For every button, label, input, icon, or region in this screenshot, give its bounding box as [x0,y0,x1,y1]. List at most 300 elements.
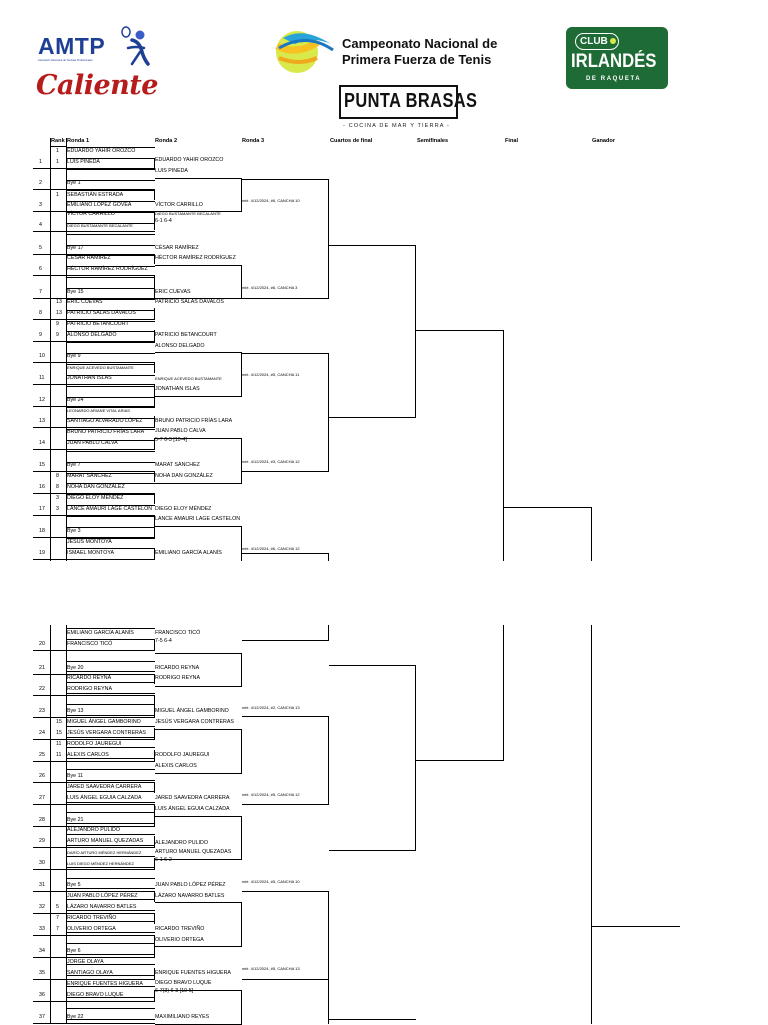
bracket-entry: Bye 7 [67,462,81,468]
bracket-entry: DARÍO ARTURO MÉNDEZ HERNÁNDEZ [67,850,142,855]
bracket-entry: 2 [39,180,42,186]
ronda-1-row [66,628,155,629]
bracket-entry: 4 [39,222,42,228]
bracket-entry: 22 [39,686,45,692]
ronda-3-line [242,979,329,980]
bracket-entry: 8 [56,473,59,479]
bracket-entry: HÉCTOR RAMÍREZ RODRÍGUEZ [155,255,236,261]
ronda-2-line [155,483,242,484]
bracket-entry: PATRICIO SALAS DÁVALOS [67,310,136,316]
ronda-1-row [66,386,155,387]
ronda-1-row [66,812,155,813]
bracket-entry: NOHA DAN GONZÁLEZ [155,473,213,479]
bracket-entry: EMILIANO GARCÍA ALANÍS [155,550,222,556]
ronda-2-line [155,773,242,774]
bracket-entry: MIGUEL ÁNGEL GAMBORINO [67,719,141,725]
ronda-1-row [66,780,155,781]
bracket-entry: JESÚS MONTOYA [67,539,112,545]
page-break [0,561,768,625]
ronda-3-connector [328,891,329,1024]
ronda-3-line [242,716,329,717]
bracket-entry: LEONARDO ARIANE VITAL ARIAS [67,408,130,413]
final-connector [591,507,592,561]
ronda-1-row [66,190,155,191]
ronda-2-connector [241,990,242,1024]
ronda-3-line [242,804,329,805]
punta-brasas-logo [336,85,478,135]
bracket-entry: 9 [39,332,42,338]
bracket-entry: mié. 4/12/2024, #6, CANCHA 3 [242,285,298,290]
bracket-entry: JONATHAN ISLAS [67,375,112,381]
semifinales-connector [503,625,504,760]
ronda-3-line [242,640,329,641]
bracket-entry: LUIS ÁNGEL EGUIA CALZADA [155,806,230,812]
ronda-1-row [66,867,155,868]
bracket-entry: ISMAEL MONTOYA [67,550,114,556]
ronda-1-row [66,559,155,560]
bracket-entry: ALEJANDRO PULIDO [67,827,120,833]
bracket-entry: 20 [39,641,45,647]
ronda-2-line [155,946,242,947]
ronda-2-connector [241,902,242,946]
bracket-entry: 31 [39,882,45,888]
bracket-entry: 12 [39,397,45,403]
bracket-entry: ALEJANDRO PULIDO [155,840,208,846]
bracket-entry: 1 [56,148,59,154]
bracket-entry: 6-1 6-4 [155,218,172,224]
final-line [503,507,592,508]
bracket-entry: 11 [56,752,62,758]
ronda-3-line [242,298,329,299]
ronda-3-connector [328,553,329,561]
ronda-2-line [155,816,242,817]
bracket-entry: 5 [39,245,42,251]
bracket-entry: Bye 1 [67,180,81,186]
bracket-entry: MARAT SÁNCHEZ [155,462,200,468]
bracket-entry: 32 [39,904,45,910]
bracket-entry: LUIS ÁNGEL EGUIA CALZADA [67,795,142,801]
bracket-entry: Bye 17 [67,245,84,251]
ronda-1-row [66,769,155,770]
bracket-entry: 6-7(3) 6-3 [10-5] [155,988,194,994]
bracket-entry: mié. 4/12/2024, #5, CANCHA 13 [242,966,300,971]
bracket-entry: PATRICIO BETANCOURT [155,332,217,338]
tennis-ball-logo [273,28,337,76]
bracket-entry: ENRIQUE ACEVEDO BUSTAMANTE [67,365,134,370]
ronda-1-connector [154,189,155,200]
ronda-2-line [155,902,242,903]
ronda-2-connector [241,265,242,298]
bracket-entry: LANCE AMAURI LAGE CASTELON [67,506,153,512]
ronda-2-line [155,178,242,179]
bracket-entry: 16 [39,484,45,490]
bracket-entry: LANCE AMAURI LAGE CASTELON [155,516,241,522]
ronda-1-row [66,845,155,846]
cuartos-line [329,850,416,851]
bracket-entry: ERIC CUEVAS [155,289,191,295]
bracket-entry: 19 [39,550,45,556]
bracket-entry: DIEGO BRAVO LUQUE [155,980,212,986]
bracket-entry: DIEGO BUSTAMANTE BECALANTE [67,223,133,228]
bracket-entry: ALEXIS CARLOS [67,752,109,758]
ronda-1-line [33,717,155,718]
ronda-1-row [66,726,155,727]
ronda-1-row [66,516,155,517]
col-header-ganador: Ganador [592,138,616,144]
bracket-entry: 34 [39,948,45,954]
ronda-1-line [33,275,155,276]
bracket-entry: Bye 22 [67,1014,84,1020]
bracket-entry: JESÚS VERGARA CONTRERAS [155,719,234,725]
bracket-entry: 36 [39,992,45,998]
bracket-entry: RODOLFO JAUREGUI [67,741,122,747]
bracket-entry: mié. 4/12/2024, #5, CANCHA 10 [242,879,300,884]
bracket-entry: JARED SAAVEDRA CARRERA [155,795,230,801]
bracket-entry: ALONSO DELGADO [67,332,117,338]
col-header-ronda-2: Ronda 2 [155,138,178,144]
ronda-1-row [66,682,155,683]
bracket-entry: 6-1 6-2 [155,857,172,863]
ronda-1-line [33,1001,155,1002]
bracket-entry: mié. 4/12/2024, #2, CANCHA 13 [242,705,300,710]
bracket-entry: ALEXIS CARLOS [155,763,197,769]
bracket-entry: 35 [39,970,45,976]
punta-brasas-tagline: - COCINA DE MAR Y TIERRA - [343,123,450,129]
bracket-entry: 11 [56,741,62,747]
ronda-2-line [155,729,242,730]
bracket-entry: ENRIQUE FUENTES HIGUERA [67,981,143,987]
ronda-3-line [242,891,329,892]
ronda-1-line [33,761,155,762]
bracket-entry: SANTIAGO ALVARADO LÓPEZ [67,418,143,424]
bracket-entry: RICARDO TREVIÑO [67,915,117,921]
bracket-entry: ARTURO MANUEL QUEZADAS [155,849,232,855]
ronda-1-row [66,650,155,651]
club-sub-text: DE RAQUETA [586,76,642,82]
ronda-1-line [33,471,155,472]
ronda-1-line [33,427,155,428]
ronda-1-connector [154,362,155,373]
bracket-entry: mié. 4/12/2024, #5, CANCHA 12 [242,792,300,797]
ronda-3-connector [328,625,329,640]
bracket-entry: FRANCISCO TICÓ [155,630,201,636]
col-header-cuartos: Cuartos de final [330,138,373,144]
bracket-entry: RODOLFO JAUREGUI [155,752,210,758]
ronda-1-row [66,342,155,343]
semifinales-line [416,760,504,761]
bracket-entry: PATRICIO SALAS DÁVALOS [155,299,224,305]
club-ball-icon [610,38,616,44]
bracket-entry: JUAN PABLO LÓPEZ PÉREZ [155,882,226,888]
ronda-1-row [66,834,155,835]
bracket-entry: MARAT SÁNCHEZ [67,473,112,479]
bracket-entry: 29 [39,838,45,844]
bracket-entry: Bye 6 [67,948,81,954]
bracket-entry: 33 [39,926,45,932]
bracket-entry: 25 [39,752,45,758]
bracket-entry: mié. 4/12/2024, #6, CANCHA 10 [242,198,300,203]
amtp-wordmark: AMTP [38,33,106,59]
bracket-entry: RICARDO REYNA [67,675,112,681]
bracket-entry: ALONSO DELGADO [155,343,205,349]
ronda-2-line [155,686,242,687]
bracket-entry: 27 [39,795,45,801]
ronda-1-row [66,715,155,716]
bracket-entry: 3 [39,202,42,208]
bracket-entry: 5 [56,904,59,910]
ronda-1-line [33,869,155,870]
bracket-entry: RICARDO REYNA [155,665,200,671]
semifinales-connector [503,330,504,561]
bracket-entry: 7-5 6-4 [155,638,172,644]
bracket-entry: ENRIQUE ACEVEDO BUSTAMANTE [155,376,222,381]
ronda-2-line [155,265,242,266]
ronda-1-row [66,802,155,803]
bracket-entry: CÉSAR RAMÍREZ [67,255,111,261]
ronda-2-line [155,352,242,353]
ronda-1-row [66,693,155,694]
bracket-entry: LUIS PINEDA [155,168,188,174]
bracket-entry: SANTIAGO OLAYA [67,970,113,976]
ronda-2-connector [241,653,242,686]
ronda-3-line [242,179,329,180]
bracket-entry: JUAN PABLO CALVA [67,440,118,446]
ronda-1-row [66,548,155,549]
bracket-entry: 3 [56,506,59,512]
bracket-entry: 1 [56,159,59,165]
col-header-ronda-3: Ronda 3 [242,138,265,144]
bracket-entry: 7 [56,915,59,921]
col-header-ronda-1: Ronda 1 [67,138,90,144]
ronda-1-line [33,935,155,936]
bracket-entry: mié. 4/12/2024, #5, CANCHA 11 [242,372,300,377]
bracket-entry: LÁZARO NAVARRO BATLES [155,893,225,899]
cuartos-connector [415,245,416,417]
bracket-entry: CÉSAR RAMÍREZ [155,245,199,251]
bracket-entry: DIEGO BUSTAMANTE BECALANTE [155,211,221,216]
ronda-1-line [33,847,155,848]
bracket-entry: 7 [39,289,42,295]
club-irlandes-logo [566,27,668,89]
semifinales-line [416,330,504,331]
bracket-entry: MIGUEL ÁNGEL GAMBORINO [155,708,229,714]
ronda-2-connector [241,816,242,859]
bracket-entry: EDUARDO YAHIR OROZCO [155,157,224,163]
bracket-entry: Bye 15 [67,289,84,295]
bracket-entry: HÉCTOR RAMÍREZ RODRÍGUEZ [67,266,148,272]
ronda-3-line [242,353,329,354]
cuartos-line [329,1019,416,1020]
bracket-entry: JONATHAN ISLAS [155,386,200,392]
bracket-entry: JARED SAAVEDRA CARRERA [67,784,142,790]
club-name-text: IRLANDÉS [571,51,657,72]
ronda-1-row [66,451,155,452]
title-line-2: Primera Fuerza de Tenis [342,52,492,67]
ronda-1-line [33,362,155,363]
bracket-entry: 5-7 6-3 [10-4] [155,437,187,443]
bracket-entry: 15 [56,730,62,736]
col-header-semifinales: Semifinales [417,138,449,144]
bracket-entry: OLIVERIO ORTEGA [67,926,116,932]
bracket-entry: OLIVERIO ORTEGA [155,937,204,943]
bracket-entry: 7 [56,926,59,932]
ronda-1-line [33,384,155,385]
ronda-1-line [33,979,155,980]
ronda-1-line [33,957,155,958]
bracket-entry: 1 [56,192,59,198]
ronda-2-line [155,396,242,397]
bracket-entry: EMILIANO LÓPEZ GOVEA [67,202,132,208]
ronda-1-line [33,231,155,232]
ronda-1-line [33,449,155,450]
bracket-entry: PATRICIO BETANCOURT [67,321,129,327]
col-header-rank: Rank [51,138,65,144]
header-rule [50,146,66,147]
ronda-1-row [66,878,155,879]
bracket-entry: DIEGO ELOY MÉNDEZ [155,506,212,512]
bracket-entry: DIEGO BRAVO LUQUE [67,992,124,998]
ronda-1-line [33,804,155,805]
bracket-entry: JUAN PABLO CALVA [155,428,206,434]
bracket-entry: 10 [39,353,45,359]
bracket-entry: mié. 4/12/2024, #6, CANCHA 12 [242,546,300,551]
amtp-logo [36,26,154,66]
ronda-3-line [242,553,329,554]
col-header-final: Final [505,138,519,144]
title-line-1: Campeonato Nacional de [342,36,498,51]
bracket-entry: Bye 21 [67,817,84,823]
ronda-3-connector [328,716,329,804]
ronda-3-line [242,471,329,472]
ronda-1-row [66,856,155,857]
bracket-entry: Bye 9 [67,353,81,359]
ronda-1-line [33,891,155,892]
ronda-1-row [66,639,155,640]
ronda-1-row [66,943,155,944]
ronda-1-connector [154,913,155,924]
ronda-1-line [33,319,155,320]
bracket-entry: 13 [56,310,62,316]
ronda-1-row [66,661,155,662]
ronda-1-row [66,1008,155,1009]
bracket-entry: Bye 13 [67,708,84,714]
ronda-1-connector [154,308,155,319]
bracket-entry: 18 [39,528,45,534]
ronda-1-row [66,169,155,170]
final-connector [591,625,592,1024]
bracket-entry: VÍCTOR CARRILLO [155,202,203,208]
bracket-entry: Bye 24 [67,397,84,403]
ronda-3-connector [328,353,329,471]
cuartos-line [329,245,416,246]
ronda-1-connector [154,782,155,793]
bracket-entry: EMILIANO GARCÍA ALANÍS [67,630,134,636]
amtp-tagline: Asociación Mexicana de Tenistas Profesionales [38,59,93,62]
ronda-1-row [66,791,155,792]
bracket-entry: BRUNO PATRICIO FRÍAS LARA [67,429,145,435]
bracket-entry: 3 [56,495,59,501]
bracket-entry: EDUARDO YAHIR OROZCO [67,148,136,154]
ronda-1-line [33,695,155,696]
cuartos-connector [415,665,416,850]
bracket-entry: LÁZARO NAVARRO BATLES [67,904,137,910]
bracket-entry: 9 [56,321,59,327]
ronda-1-line [33,782,155,783]
ronda-1-row [66,277,155,278]
bracket-entry: 21 [39,665,45,671]
ronda-2-line [155,526,242,527]
bracket-entry: 8 [56,484,59,490]
caliente-logo: Caliente [36,70,158,101]
bracket-entry: LUIS PINEDA [67,159,100,165]
ganador-line [592,926,680,927]
bracket-entry: JESÚS VERGARA CONTRERAS [67,730,146,736]
bracket-entry: 30 [39,860,45,866]
bracket-entry: Bye 3 [67,528,81,534]
bracket-entry: BRUNO PATRICIO FRÍAS LARA [155,418,233,424]
bracket-entry: 15 [56,719,62,725]
punta-brasas-name: PUNTA BRASAS [344,90,478,112]
bracket-entry: 23 [39,708,45,714]
bracket-entry: 6 [39,266,42,272]
bracket-entry: Bye 20 [67,665,84,671]
ronda-1-connector [154,493,155,504]
bracket-entry: ERIC CUEVAS [67,299,103,305]
bracket-entry: 37 [39,1014,45,1020]
bracket-entry: 17 [39,506,45,512]
tennis-ball-icon [273,28,337,76]
bracket-entry: RICARDO TREVIÑO [155,926,205,932]
bracket-entry: ARTURO MANUEL QUEZADAS [67,838,144,844]
bracket-entry: SEBASTIÁN ESTRADA [67,192,124,198]
bracket-entry: 14 [39,440,45,446]
bracket-entry: Bye 11 [67,773,84,779]
cuartos-line [329,417,416,418]
bracket-entry: 8 [39,310,42,316]
bracket-entry: DIEGO ELOY MÉNDEZ [67,495,124,501]
bracket-entry: RODRIGO REYNA [155,675,201,681]
bracket-entry: JUAN PABLO LÓPEZ PÉREZ [67,893,138,899]
club-top-text: CLUB [580,36,608,47]
ronda-1-line [33,739,155,740]
ronda-2-connector [241,178,242,211]
ronda-1-row [66,234,155,235]
bracket-entry: Bye 5 [67,882,81,888]
bracket-entry: ENRIQUE FUENTES HIGUERA [155,970,231,976]
ronda-1-row [66,704,155,705]
bracket-entry: LUIS DIEGO MÉNDEZ HERNÁNDEZ [67,861,134,866]
bracket-entry: VÍCTOR CARRILLO [67,211,115,217]
ronda-3-connector [328,179,329,298]
bracket-entry: 13 [39,418,45,424]
cuartos-line [329,665,416,666]
bracket-entry: RODRIGO REYNA [67,686,113,692]
bracket-entry: 9 [56,332,59,338]
bracket-entry: 28 [39,817,45,823]
ronda-1-row [66,737,155,738]
bracket-entry: JORGE OLAYA [67,959,104,965]
ronda-2-connector [241,729,242,773]
bracket-entry: 15 [39,462,45,468]
bracket-entry: NOHA DAN GONZÁLEZ [67,484,125,490]
bracket-entry: FRANCISCO TICÓ [67,641,113,647]
bracket-entry: MAXIMILIANO REYES [155,1014,210,1020]
bracket-entry: 26 [39,773,45,779]
bracket-entry: 24 [39,730,45,736]
ronda-1-line [33,913,155,914]
ronda-2-line [155,653,242,654]
bracket-entry: mié. 4/12/2024, #3, CANCHA 12 [242,459,300,464]
